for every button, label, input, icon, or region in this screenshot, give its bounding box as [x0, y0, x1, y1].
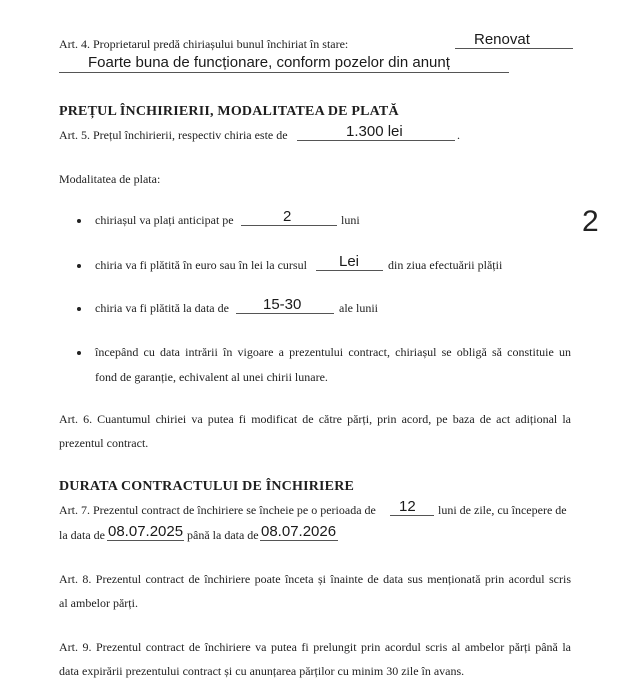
art9-line1: Art. 9. Prezentul contract de închiriere va putea fi prelungit prin acordul scris al ambelor părți până la	[59, 640, 571, 654]
art4-condition-fill: Foarte buna de funcționare, conform pozelor din anunț	[88, 54, 450, 71]
bullet4-line2: fond de garanție, echivalent al unei chirii lunare.	[95, 370, 328, 384]
bullet-dot	[77, 219, 81, 223]
bullet-dot	[77, 351, 81, 355]
art4-state-underline	[455, 48, 573, 49]
section-duration-heading: DURATA CONTRACTULUI DE ÎNCHIRIERE	[59, 479, 355, 494]
bullet1-after: luni	[341, 213, 360, 227]
bullet1-text: chiriașul va plați anticipat pe	[95, 213, 234, 227]
art7-end-underline	[260, 540, 338, 541]
bullet2-underline	[316, 270, 383, 271]
bullet-dot	[77, 307, 81, 311]
art7-end-fill: 08.07.2026	[261, 523, 337, 540]
bullet3-fill: 15-30	[263, 296, 302, 313]
art7-text: Art. 7. Prezentul contract de închiriere se încheie pe o perioada de	[59, 503, 376, 517]
bullet3-underline	[236, 313, 334, 314]
art7-l2-a: la data de	[59, 528, 105, 542]
art7-months-fill: 12	[399, 498, 416, 515]
art8-line1: Art. 8. Prezentul contract de închiriere poate înceta și înainte de data sus menționată prin acordul scris	[59, 572, 571, 586]
bullet-dot	[77, 264, 81, 268]
bullet1-fill: 2	[283, 208, 292, 225]
art4-condition-underline	[59, 72, 509, 73]
art6-line1: Art. 6. Cuantumul chiriei va putea fi modificat de către părți, prin acord, pe baza de act adițional la	[59, 412, 571, 426]
art7-start-fill: 08.07.2025	[108, 523, 184, 540]
art4-text: Art. 4. Proprietarul predă chiriașului bunul închiriat în stare:	[59, 37, 349, 51]
bullet2-after: din ziua efectuării plății	[388, 258, 503, 272]
art4-state-fill: Renovat	[474, 31, 530, 48]
art5-end: .	[457, 128, 460, 142]
art7-after: luni de zile, cu începere de	[438, 503, 567, 517]
art7-months-underline	[390, 515, 434, 516]
bullet1-underline	[241, 225, 337, 226]
bullet2-fill: Lei	[339, 253, 360, 270]
art5-text: Art. 5. Prețul închirierii, respectiv chiria este de	[59, 128, 288, 142]
bullet2-text: chiria va fi plătită în euro sau în lei la cursul	[95, 258, 307, 272]
art5-underline	[297, 140, 455, 141]
art7-l2-b: până la data de	[187, 528, 259, 542]
art6-line2: prezentul contract.	[59, 436, 149, 450]
art9-line2: data expirării prezentului contract și cu anunțarea părților cu minim 30 zile în avans.	[59, 664, 465, 678]
section-price-heading: PREȚUL ÎNCHIRIERII, MODALITATEA DE PLATĂ	[59, 104, 399, 119]
page-number: 2	[582, 205, 599, 238]
bullet4-line1: începând cu data intrării în vigoare a prezentului contract, chiriașul se obligă să constituie un	[95, 345, 571, 359]
bullet3-text: chiria va fi plătită la data de	[95, 301, 229, 315]
art8-line2: al ambelor părți.	[59, 596, 138, 610]
payment-method-label: Modalitatea de plata:	[59, 172, 161, 186]
art7-start-underline	[107, 540, 184, 541]
bullet3-after: ale lunii	[339, 301, 378, 315]
art5-fill: 1.300 lei	[346, 123, 403, 140]
